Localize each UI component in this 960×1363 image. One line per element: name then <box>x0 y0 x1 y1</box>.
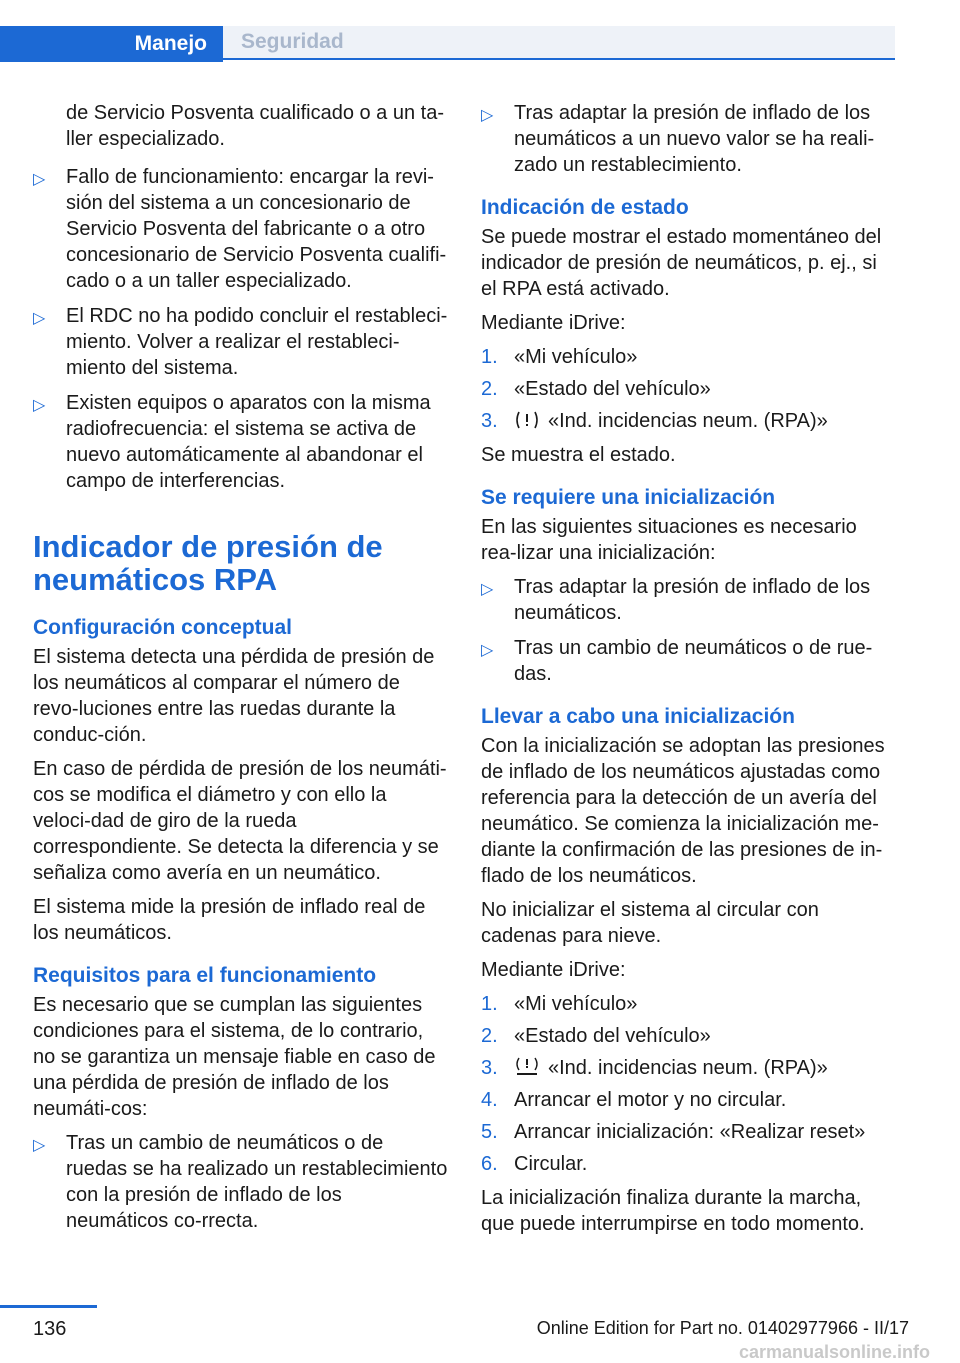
edition-note: Online Edition for Part no. 01402977966 - II/17 <box>536 1318 909 1338</box>
bullet-list <box>481 100 896 178</box>
triangle-right-icon: ▷ <box>33 395 46 414</box>
subsection-title-requirements: Requisitos para el funcionamiento <box>33 964 377 987</box>
paragraph: Con la inicialización se adoptan las presiones de inflado de los neumáticos ajustadas como referencia para la detección de un avería del neumático. Se comienza la inicialización me-diante la confirmación de las presiones de in-flado de los neumáticos. <box>481 735 885 887</box>
numbered-list <box>481 991 896 1177</box>
paragraph: Mediante iDrive: <box>481 959 626 981</box>
triangle-right-icon: ▷ <box>481 579 494 598</box>
paragraph: El sistema detecta una pérdida de presión de los neumáticos al comparar el número de revo-luciones entre las ruedas durante la conduc-ción. <box>33 646 435 746</box>
triangle-right-icon: ▷ <box>33 1135 46 1154</box>
numbered-list <box>481 344 896 434</box>
continued-text: de Servicio Posventa cualificado o a un ta-ller especializado. <box>66 102 444 150</box>
paragraph: No inicializar el sistema al circular con cadenas para nieve. <box>481 899 819 947</box>
list-item: ▷ El RDC no ha podido concluir el restableci-miento. Volver a realizar el restableci-miento del sistema. <box>33 305 448 379</box>
tab-seguridad[interactable]: Seguridad <box>223 26 895 60</box>
paragraph: Mediante iDrive: <box>481 312 626 334</box>
paragraph: En caso de pérdida de presión de los neumáti-cos se modifica el diámetro y con ello la veloci-dad de giro de la rueda correspondiente. Se detecta la diferencia y se señaliza como avería en un neumático. <box>33 758 447 884</box>
header-tabs <box>0 26 895 62</box>
triangle-right-icon: ▷ <box>33 308 46 327</box>
paragraph: El sistema mide la presión de inflado real de los neumáticos. <box>33 896 426 944</box>
list-item: 2. «Estado del vehículo» <box>481 378 711 400</box>
subsection-title-concept: Configuración conceptual <box>33 616 293 639</box>
list-item: 1. «Mi vehículo» <box>481 993 638 1015</box>
list-item: 6. Circular. <box>481 1153 588 1175</box>
list-item: ▷ Existen equipos o aparatos con la misma radiofrecuencia: el sistema se activa de nuevo automáticamente al abandonar el campo de interferencias. <box>33 392 431 492</box>
list-item: ▷ Tras adaptar la presión de inflado de los neumáticos a un nuevo valor se ha reali-zado un restablecimiento. <box>481 102 875 176</box>
list-item: 3. «Ind. incidencias neum. (RPA)» <box>481 1057 828 1079</box>
bullet-list <box>33 164 448 494</box>
list-item: 5. Arrancar inicialización: «Realizar reset» <box>481 1121 866 1143</box>
list-item: 3. «Ind. incidencias neum. (RPA)» <box>481 410 828 432</box>
list-item: ▷ Tras adaptar la presión de inflado de los neumáticos. <box>481 576 871 624</box>
left-column <box>33 100 448 1243</box>
footer-rule <box>0 1305 97 1308</box>
paragraph: Se puede mostrar el estado momentáneo del indicador de presión de neumáticos, p. ej., si el RPA está activado. <box>481 226 882 300</box>
subsection-title-do-init: Llevar a cabo una inicialización <box>481 705 795 728</box>
page-number: 136 <box>33 1318 67 1340</box>
watermark: carmanualsonline.info <box>738 1342 930 1362</box>
subsection-title-status: Indicación de estado <box>481 196 689 219</box>
subsection-title-init-required: Se requiere una inicialización <box>481 486 776 509</box>
list-item: ▷ Tras un cambio de neumáticos o de ruedas se ha realizado un restablecimiento con la presión de inflado de los neumáticos co-rrecta. <box>33 1132 448 1232</box>
paragraph: La inicialización finaliza durante la marcha, que puede interrumpirse en todo momento. <box>481 1187 865 1235</box>
tire-warning-icon <box>514 410 540 430</box>
list-item: ▷ Tras un cambio de neumáticos o de rue-das. <box>481 637 873 685</box>
list-item: 1. «Mi vehículo» <box>481 346 638 368</box>
paragraph: Es necesario que se cumplan las siguientes condiciones para el sistema, de lo contrario, no se garantiza un mensaje fiable en caso de una pérdida de presión de inflado de los neumáti-cos: <box>33 994 436 1120</box>
triangle-right-icon: ▷ <box>33 169 46 188</box>
list-item: 2. «Estado del vehículo» <box>481 1025 711 1047</box>
section-title: Indicador de presión de neumáticos RPA <box>33 529 383 597</box>
bullet-list <box>33 1130 448 1234</box>
paragraph: Se muestra el estado. <box>481 444 676 466</box>
paragraph: En las siguientes situaciones es necesario rea-lizar una inicialización: <box>481 516 857 564</box>
triangle-right-icon: ▷ <box>481 640 494 659</box>
right-column <box>481 100 896 1245</box>
tab-manejo[interactable]: Manejo <box>0 26 223 62</box>
triangle-right-icon: ▷ <box>481 105 494 124</box>
tire-reset-icon <box>514 1057 540 1077</box>
bullet-list <box>481 574 896 687</box>
list-item: ▷ Fallo de funcionamiento: encargar la revi-sión del sistema a un concesionario de Servicio Posventa del fabricante o a otro concesionario de Servicio Posventa cualifi-cado o a un taller especializado. <box>33 166 447 292</box>
list-item: 4. Arrancar el motor y no circular. <box>481 1089 787 1111</box>
